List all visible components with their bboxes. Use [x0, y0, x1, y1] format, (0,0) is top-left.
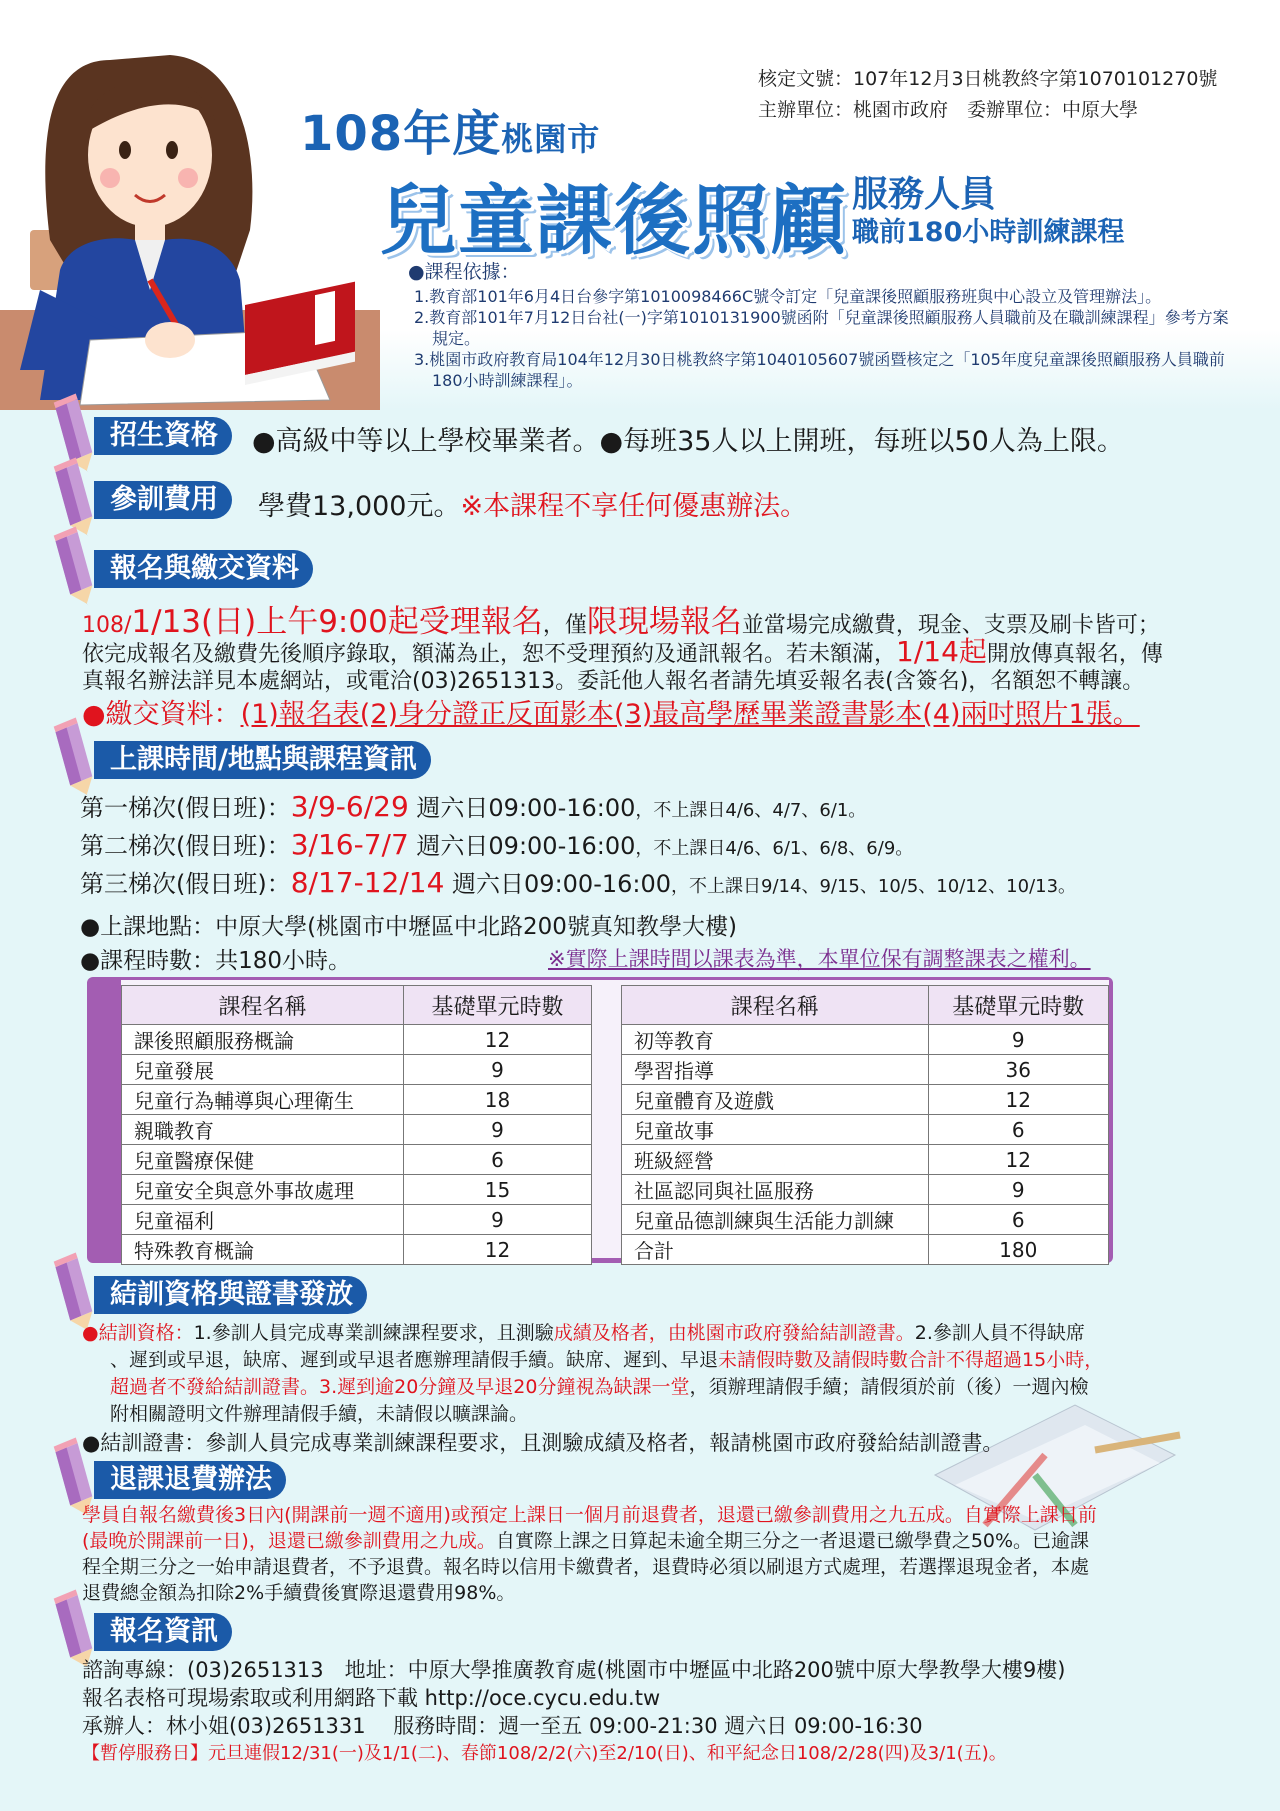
- course-name: 親職教育: [122, 1115, 404, 1145]
- basis-item: 3.桃園市政府教育局104年12月30日桃教終字第1040105607號函暨核定之「105年度兒童課後照顧服務人員職前180小時訓練課程」。: [414, 350, 1225, 390]
- organizer: 主辦單位：桃園市政府 委辦單位：中原大學: [758, 99, 1139, 121]
- pencil-icon: [50, 715, 96, 799]
- batch-off-days: ，不上課日4/6、4/7、6/1。: [635, 800, 867, 821]
- course-name: 初等教育: [622, 1025, 929, 1055]
- section-heading: 招生資格: [94, 417, 232, 455]
- course-table-panel: [121, 980, 1109, 1263]
- basis-title: ●課程依據：: [408, 261, 520, 283]
- table-row: [122, 1205, 592, 1235]
- service-suspension: 【暫停服務日】元旦連假12/31(一)及1/1(二)、春節108/2/2(六)至2/10(日)、和平紀念日108/2/28(四)及3/1(五)。: [82, 1743, 1007, 1764]
- contact-person-hours: 承辦人：林小姐(03)2651331 服務時間：週一至五 09:00-21:30 週六日 09:00-16:30: [82, 1714, 923, 1738]
- refund-line: 學員自報名繳費後3日內(開課前一週不適用)或預定上課日一個月前退費者，退還已繳參訓費用之九五成。自實際上課日前: [82, 1504, 1097, 1526]
- course-hours: 9: [404, 1055, 592, 1085]
- course-name: 兒童福利: [122, 1205, 404, 1235]
- batch-label: 第二梯次(假日班)：: [80, 832, 291, 860]
- location: ●上課地點：中原大學(桃園市中壢區中北路200號真知教學大樓): [80, 914, 737, 940]
- table-row: [622, 1025, 1109, 1055]
- batch-dates: 3/16-7/7: [290, 828, 409, 861]
- course-hours: 6: [404, 1145, 592, 1175]
- completion-label: ●結訓資格：: [82, 1322, 194, 1344]
- fee-line: [258, 484, 807, 523]
- completion-part: 未請假時數及請假時數合計不得超過15小時，: [718, 1349, 1104, 1371]
- hours: ●課程時數：共180小時。: [80, 948, 351, 974]
- course-name: 社區認同與社區服務: [622, 1175, 929, 1205]
- completion-part: ，須辦理請假手續；請假須於前（後）一週內檢: [689, 1376, 1089, 1398]
- completion-part: 2.參訓人員不得缺席: [914, 1322, 1085, 1344]
- table-row: [122, 1085, 592, 1115]
- course-name: 兒童發展: [122, 1055, 404, 1085]
- course-name: 兒童品德訓練與生活能力訓練: [622, 1205, 929, 1235]
- table-row: [622, 1205, 1109, 1235]
- table-row: [122, 1055, 592, 1085]
- batch-off-days: ，不上課日4/6、6/1、6/8、6/9。: [635, 838, 914, 859]
- fee-text: 學費13,000元。: [258, 491, 461, 522]
- col-header: 課程名稱: [122, 986, 404, 1025]
- completion-part: 1.參訓人員完成專業訓練課程要求，且測驗: [193, 1322, 554, 1344]
- reg-only: ，僅: [542, 613, 587, 638]
- docs-text: (1)報名表(2)身分證正反面影本(3)最高學歷畢業證書影本(4)兩吋照片1張。: [240, 699, 1140, 730]
- batch-time: 週六日09:00-16:00: [408, 794, 636, 822]
- table-row: [122, 1115, 592, 1145]
- section-heading: 退課退費辦法: [94, 1461, 286, 1499]
- batch-off-days: ，不上課日9/14、9/15、10/5、10/12、10/13。: [671, 876, 1077, 897]
- registration-line-3: 真報名辦法詳見本處網站，或電洽(03)2651313。委託他人報名者請先填妥報名表(含簽名)，名額恕不轉讓。: [82, 669, 1145, 694]
- batch-row: [80, 864, 1076, 899]
- course-hours: 9: [928, 1175, 1108, 1205]
- batch-row: [80, 826, 913, 861]
- reg-year: 108/: [82, 613, 132, 638]
- course-hours: 6: [928, 1205, 1108, 1235]
- course-hours: 9: [404, 1115, 592, 1145]
- course-name: 學習指導: [622, 1055, 929, 1085]
- col-header: 課程名稱: [622, 986, 929, 1025]
- table-row: [122, 1025, 592, 1055]
- course-hours: 12: [404, 1025, 592, 1055]
- basis-item: 1.教育部101年6月4日台參字第1010098466C號令訂定「兒童課後照顧服務班與中心設立及管理辦法」。: [414, 287, 1162, 306]
- completion-line: 附相關證明文件辦理請假手續，未請假以曠課論。: [110, 1403, 529, 1425]
- completion-part: 、遲到或早退，缺席、遲到或早退者應辦理請假手續。缺席、遲到、早退: [110, 1349, 719, 1371]
- batch-time: 週六日09:00-16:00: [408, 832, 636, 860]
- docs-label: ●繳交資料：: [82, 699, 241, 730]
- reg-fax-date: 1/14起: [896, 635, 987, 668]
- completion-line: [82, 1347, 1242, 1374]
- course-name: 特殊教育概論: [122, 1235, 404, 1265]
- section-heading: 報名與繳交資料: [94, 550, 313, 588]
- table-row: [122, 1175, 592, 1205]
- course-hours: 9: [928, 1025, 1108, 1055]
- course-table-right: [621, 985, 1109, 1265]
- completion-part: 超過者不發給結訓證書。3.遲到逾20分鐘及早退20分鐘視為缺課一堂: [110, 1376, 690, 1398]
- section-heading: 參訓費用: [94, 481, 232, 519]
- course-name: 兒童故事: [622, 1115, 929, 1145]
- col-header: 基礎單元時數: [928, 986, 1108, 1025]
- city-text: 桃園市: [501, 120, 601, 158]
- course-name: 兒童安全與意外事故處理: [122, 1175, 404, 1205]
- completion-text: [82, 1320, 1242, 1457]
- table-row: [622, 1115, 1109, 1145]
- course-name: 課後照顧服務概論: [122, 1025, 404, 1055]
- contact-download: 報名表格可現場索取或利用網路下載 http://oce.cycu.edu.tw: [82, 1686, 661, 1710]
- contact-phone-address: 諮詢專線：(03)2651313 地址：中原大學推廣教育處(桃園市中壢區中北路200號中原大學教學大樓9樓): [82, 1658, 1066, 1682]
- section-heading: 報名資訊: [94, 1613, 232, 1651]
- course-name: 兒童醫療保健: [122, 1145, 404, 1175]
- table-row: [622, 1055, 1109, 1085]
- batch-label: 第三梯次(假日班)：: [80, 870, 291, 898]
- refund-text: [82, 1502, 1252, 1606]
- reg-fax: 開放傳真報名，傳: [986, 642, 1163, 667]
- subtitle-2: 職前180小時訓練課程: [852, 217, 1125, 248]
- refund-part: (最晚於開課前一日)，退還已繳參訓費用之九成。: [82, 1530, 496, 1552]
- fee-note: ※本課程不享任何優惠辦法。: [460, 491, 808, 522]
- course-table-left: [121, 985, 592, 1265]
- course-name: 班級經營: [622, 1145, 929, 1175]
- course-table-frame: [87, 977, 1113, 1263]
- year-text: 108年度: [300, 106, 502, 162]
- course-hours: 12: [928, 1085, 1108, 1115]
- section-heading: 結訓資格與證書發放: [94, 1276, 367, 1314]
- refund-line: [82, 1528, 1252, 1554]
- main-title: 兒童課後照顧: [380, 176, 848, 265]
- batch-row: [80, 788, 866, 823]
- course-hours: 18: [404, 1085, 592, 1115]
- completion-line: [82, 1374, 1242, 1401]
- refund-part: 自實際上課之日算起未逾全期三分之一者退還已繳學費之50%。已逾課: [495, 1530, 1090, 1552]
- course-basis: [408, 262, 1238, 391]
- course-hours: 12: [928, 1145, 1108, 1175]
- course-hours: 15: [404, 1175, 592, 1205]
- admission-text: ●高級中等以上學校畢業者。●每班35人以上開班，每班以50人為上限。: [252, 426, 1124, 457]
- table-row: [622, 1235, 1109, 1265]
- title-year: [300, 95, 600, 164]
- reg-onsite: 限現場報名: [586, 604, 742, 640]
- section-heading: 上課時間/地點與課程資訊: [94, 741, 431, 779]
- course-name: 合計: [622, 1235, 929, 1265]
- batch-dates: 3/9-6/29: [290, 790, 409, 823]
- col-header: 基礎單元時數: [404, 986, 592, 1025]
- table-row: [622, 1145, 1109, 1175]
- reg-start: 1/13(日)上午9:00起受理報名: [131, 604, 543, 640]
- course-hours: 12: [404, 1235, 592, 1265]
- refund-line: 退費總金額為扣除2%手續費後實際退還費用98%。: [82, 1582, 516, 1604]
- course-hours: 6: [928, 1115, 1108, 1145]
- table-row: [622, 1175, 1109, 1205]
- completion-part: 成績及格者，由桃園市政府發給結訓證書。: [553, 1322, 915, 1344]
- batch-label: 第一梯次(假日班)：: [80, 794, 291, 822]
- course-name: 兒童體育及遊戲: [622, 1085, 929, 1115]
- course-name: 兒童行為輔導與心理衛生: [122, 1085, 404, 1115]
- course-hours: 9: [404, 1205, 592, 1235]
- contact-info: [82, 1656, 1252, 1768]
- approval-number: 核定文號：107年12月3日桃教終字第1070101270號: [758, 68, 1218, 90]
- basis-item: 2.教育部101年7月12日台社(一)字第1010131900號函附「兒童課後照顧服務人員職前及在職訓練課程」參考方案規定。: [414, 308, 1229, 348]
- course-hours: 180: [928, 1235, 1108, 1265]
- batch-time: 週六日09:00-16:00: [444, 870, 672, 898]
- schedule-notice: ※實際上課時間以課表為準，本單位保有調整課表之權利。: [548, 947, 1091, 971]
- table-row: [122, 1145, 592, 1175]
- table-row: [622, 1085, 1109, 1115]
- table-row: [122, 1235, 592, 1265]
- certificate-line: ●結訓證書：參訓人員完成專業訓練課程要求，且測驗成績及格者，報請桃園市政府發給結訓證書。: [82, 1431, 1004, 1455]
- refund-line: 程全期三分之一始申請退費者，不予退費。報名時以信用卡繳費者，退費時必須以刷退方式處理，若選擇退現金者，本處: [82, 1556, 1090, 1578]
- reg-payment: 並當場完成繳費，現金、支票及刷卡皆可；: [741, 613, 1160, 638]
- course-hours: 36: [928, 1055, 1108, 1085]
- documents-line: [82, 692, 1140, 731]
- completion-line: [82, 1320, 1242, 1347]
- batch-dates: 8/17-12/14: [290, 866, 445, 899]
- subtitle-1: 服務人員: [852, 174, 997, 215]
- reg-order: 依完成報名及繳費先後順序錄取，額滿為止，恕不受理預約及通訊報名。若未額滿，: [82, 642, 897, 667]
